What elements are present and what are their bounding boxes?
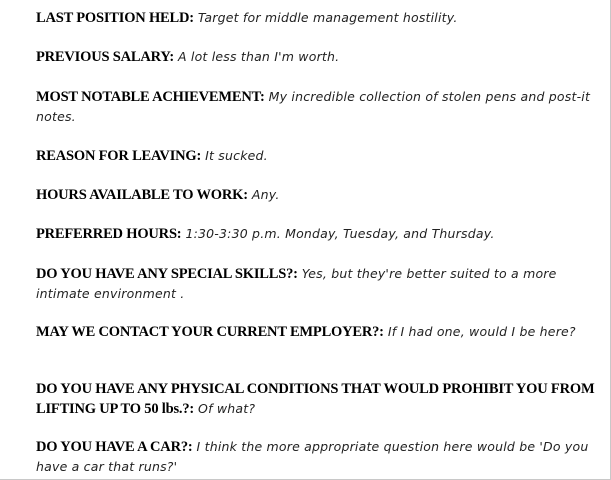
answer-text: It sucked. (205, 148, 268, 163)
entry-special-skills (36, 264, 596, 304)
answer-text: A lot less than I'm worth. (177, 49, 340, 64)
question-label: LAST POSITION HELD: (36, 10, 194, 26)
entry-physical-conditions (36, 379, 596, 419)
entry-previous-salary (36, 47, 596, 67)
answer-text: Any. (251, 187, 280, 202)
entry-hours-available (36, 185, 596, 205)
question-label: DO YOU HAVE ANY PHYSICAL CONDITIONS THAT WOULD PROHIBIT YOU FROM LIFTING UP TO 50 lbs.?: (36, 381, 595, 417)
answer-text: Of what? (198, 401, 256, 416)
question-label: HOURS AVAILABLE TO WORK: (36, 187, 248, 203)
question-label: DO YOU HAVE ANY SPECIAL SKILLS?: (36, 266, 298, 282)
entry-notable-achievement (36, 87, 596, 127)
answer-text: I think the more appropriate question here would be 'Do you have a car that runs?' (36, 439, 589, 474)
answer-text: Target for middle management hostility. (197, 10, 458, 25)
entry-car (36, 437, 596, 477)
question-label: MOST NOTABLE ACHIEVEMENT: (36, 89, 265, 105)
question-label: PREVIOUS SALARY: (36, 49, 174, 65)
answer-text: Yes, but they're better suited to a more intimate environment . (36, 266, 557, 301)
question-label: DO YOU HAVE A CAR?: (36, 439, 193, 455)
entry-contact-employer (36, 322, 596, 342)
entry-last-position (36, 8, 596, 28)
answer-text: 1:30-3:30 p.m. Monday, Tuesday, and Thursday. (185, 226, 495, 241)
answer-text: My incredible collection of stolen pens and post-it notes. (36, 89, 591, 124)
question-label: REASON FOR LEAVING: (36, 148, 202, 164)
question-label: MAY WE CONTACT YOUR CURRENT EMPLOYER?: (36, 324, 384, 340)
entry-preferred-hours (36, 224, 596, 244)
question-label: PREFERRED HOURS: (36, 226, 182, 242)
answer-text: If I had one, would I be here? (387, 324, 576, 339)
entry-reason-leaving (36, 146, 596, 166)
